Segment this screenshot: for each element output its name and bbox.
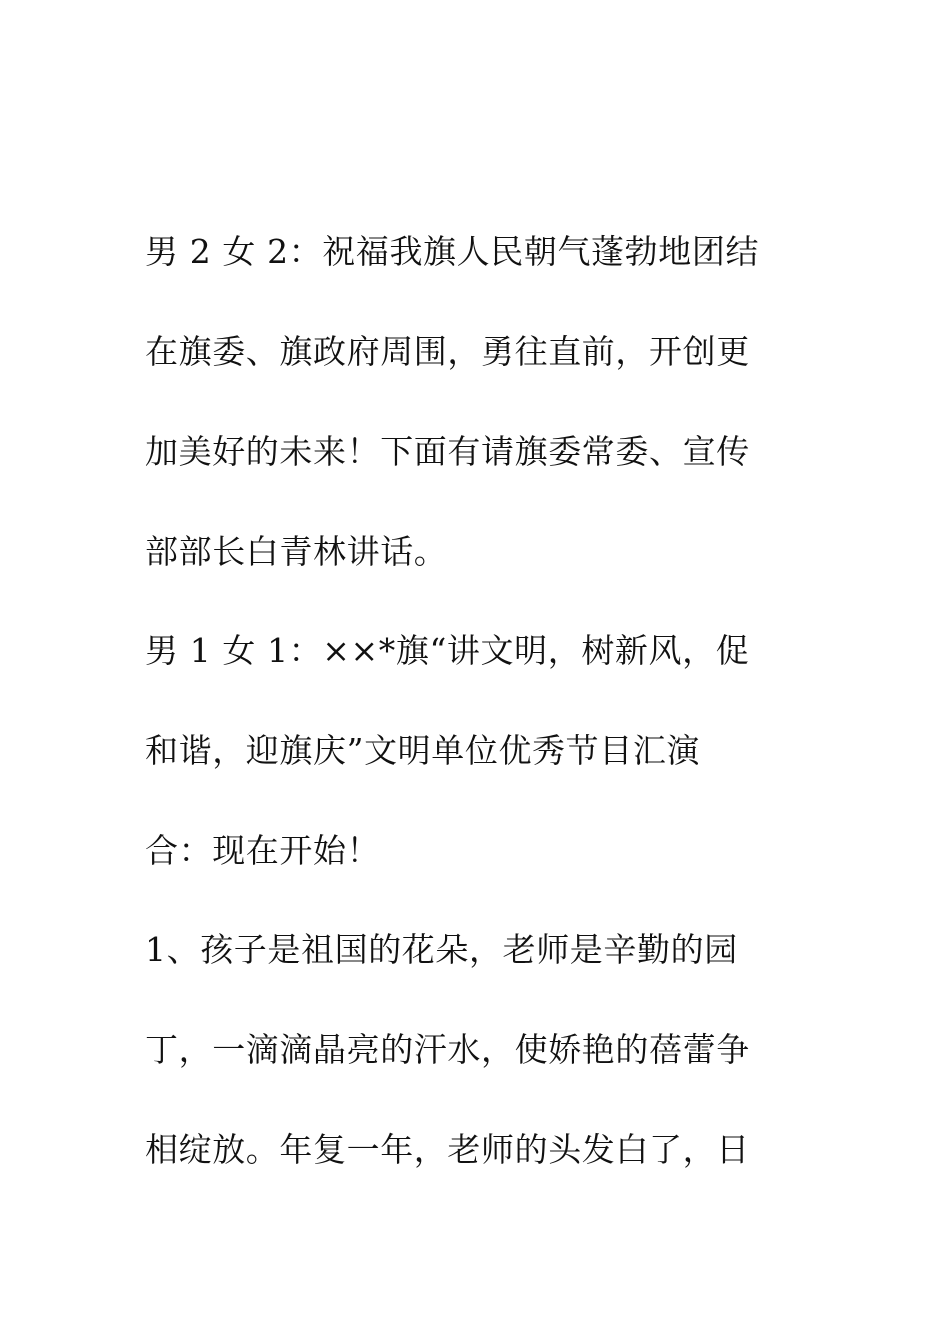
text-line: 丁，一滴滴晶亮的汗水，使娇艳的蓓蕾争 [145,1030,750,1069]
text-line: 合：现在开始！ [145,831,381,870]
text-line: 男 2 女 2：祝福我旗人民朝气蓬勃地团结 [145,232,760,271]
text-line: 部部长白青林讲话。 [145,532,448,571]
text-line: 加美好的未来！下面有请旗委常委、宣传 [145,432,750,471]
text-line: 相绽放。年复一年，老师的头发白了，日 [145,1130,750,1169]
text-line: 1、孩子是祖国的花朵，老师是辛勤的园 [145,930,738,969]
text-line: 男 1 女 1：××*旗“讲文明，树新风，促 [145,631,750,670]
text-line: 和谐，迎旗庆”文明单位优秀节目汇演 [145,731,701,770]
text-line: 在旗委、旗政府周围，勇往直前，开创更 [145,332,750,371]
